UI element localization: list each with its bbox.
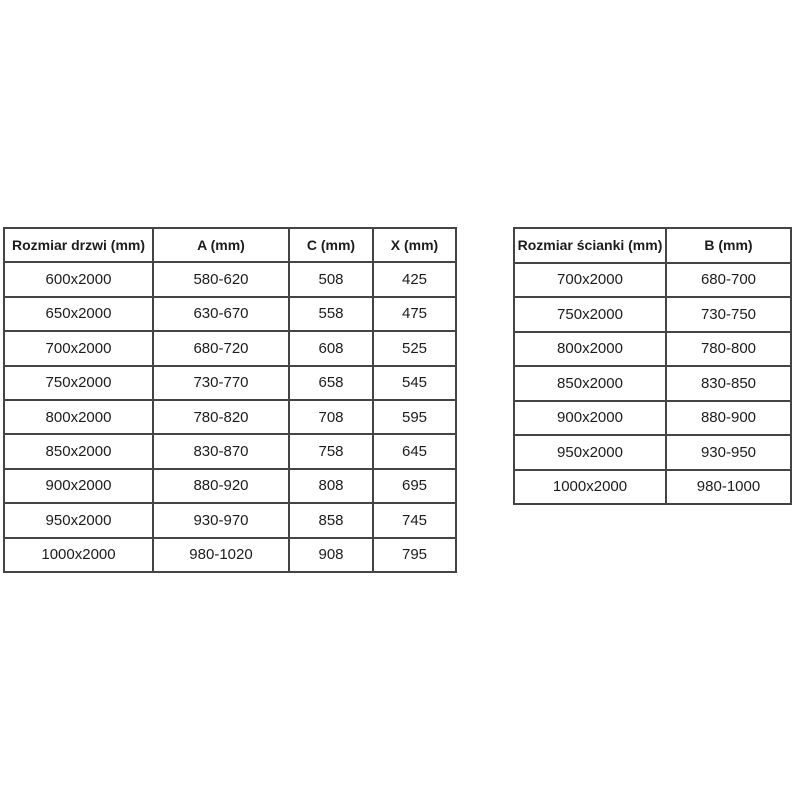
- table-row: [4, 538, 456, 572]
- table-cell: 780-820: [153, 400, 289, 434]
- table-row: [4, 503, 456, 537]
- table-cell: 758: [289, 434, 373, 468]
- table-cell: 800x2000: [514, 332, 666, 367]
- table-cell: 475: [373, 297, 456, 331]
- table-cell: 600x2000: [4, 262, 153, 296]
- table-cell: 508: [289, 262, 373, 296]
- table-cell: 908: [289, 538, 373, 572]
- table-cell: 708: [289, 400, 373, 434]
- table-cell: 545: [373, 366, 456, 400]
- table-cell: 645: [373, 434, 456, 468]
- wall-table-header-row: [514, 228, 791, 263]
- column-header: Rozmiar ścianki (mm): [514, 228, 666, 263]
- table-cell: 608: [289, 331, 373, 365]
- column-header: B (mm): [666, 228, 791, 263]
- table-cell: 795: [373, 538, 456, 572]
- table-cell: 745: [373, 503, 456, 537]
- table-cell: 980-1020: [153, 538, 289, 572]
- wall-dimensions-table: [513, 227, 792, 505]
- table-cell: 595: [373, 400, 456, 434]
- table-cell: 1000x2000: [4, 538, 153, 572]
- table-cell: 900x2000: [4, 469, 153, 503]
- table-row: [4, 331, 456, 365]
- table-cell: 750x2000: [514, 297, 666, 332]
- table-cell: 930-950: [666, 435, 791, 470]
- table-cell: 950x2000: [514, 435, 666, 470]
- table-row: [4, 366, 456, 400]
- table-row: [514, 435, 791, 470]
- table-row: [514, 401, 791, 436]
- table-cell: 680-700: [666, 263, 791, 298]
- table-cell: 930-970: [153, 503, 289, 537]
- door-dimensions-table: [3, 227, 457, 573]
- table-cell: 950x2000: [4, 503, 153, 537]
- table-cell: 558: [289, 297, 373, 331]
- column-header: C (mm): [289, 228, 373, 262]
- table-cell: 850x2000: [514, 366, 666, 401]
- table-cell: 1000x2000: [514, 470, 666, 505]
- table-cell: 695: [373, 469, 456, 503]
- table-cell: 650x2000: [4, 297, 153, 331]
- table-cell: 730-750: [666, 297, 791, 332]
- table-cell: 700x2000: [514, 263, 666, 298]
- table-cell: 830-870: [153, 434, 289, 468]
- table-cell: 880-920: [153, 469, 289, 503]
- table-cell: 630-670: [153, 297, 289, 331]
- table-cell: 980-1000: [666, 470, 791, 505]
- table-row: [4, 297, 456, 331]
- table-cell: 580-620: [153, 262, 289, 296]
- table-row: [4, 262, 456, 296]
- table-cell: 808: [289, 469, 373, 503]
- table-cell: 858: [289, 503, 373, 537]
- table-row: [4, 400, 456, 434]
- table-cell: 750x2000: [4, 366, 153, 400]
- table-row: [514, 366, 791, 401]
- column-header: X (mm): [373, 228, 456, 262]
- table-row: [4, 434, 456, 468]
- table-row: [514, 470, 791, 505]
- table-cell: 780-800: [666, 332, 791, 367]
- table-cell: 525: [373, 331, 456, 365]
- table-cell: 658: [289, 366, 373, 400]
- table-cell: 900x2000: [514, 401, 666, 436]
- table-cell: 700x2000: [4, 331, 153, 365]
- table-cell: 425: [373, 262, 456, 296]
- column-header: Rozmiar drzwi (mm): [4, 228, 153, 262]
- table-cell: 850x2000: [4, 434, 153, 468]
- table-cell: 800x2000: [4, 400, 153, 434]
- table-row: [514, 332, 791, 367]
- door-table-header-row: [4, 228, 456, 262]
- table-row: [4, 469, 456, 503]
- table-cell: 680-720: [153, 331, 289, 365]
- table-cell: 880-900: [666, 401, 791, 436]
- table-row: [514, 297, 791, 332]
- table-row: [514, 263, 791, 298]
- table-cell: 830-850: [666, 366, 791, 401]
- column-header: A (mm): [153, 228, 289, 262]
- table-cell: 730-770: [153, 366, 289, 400]
